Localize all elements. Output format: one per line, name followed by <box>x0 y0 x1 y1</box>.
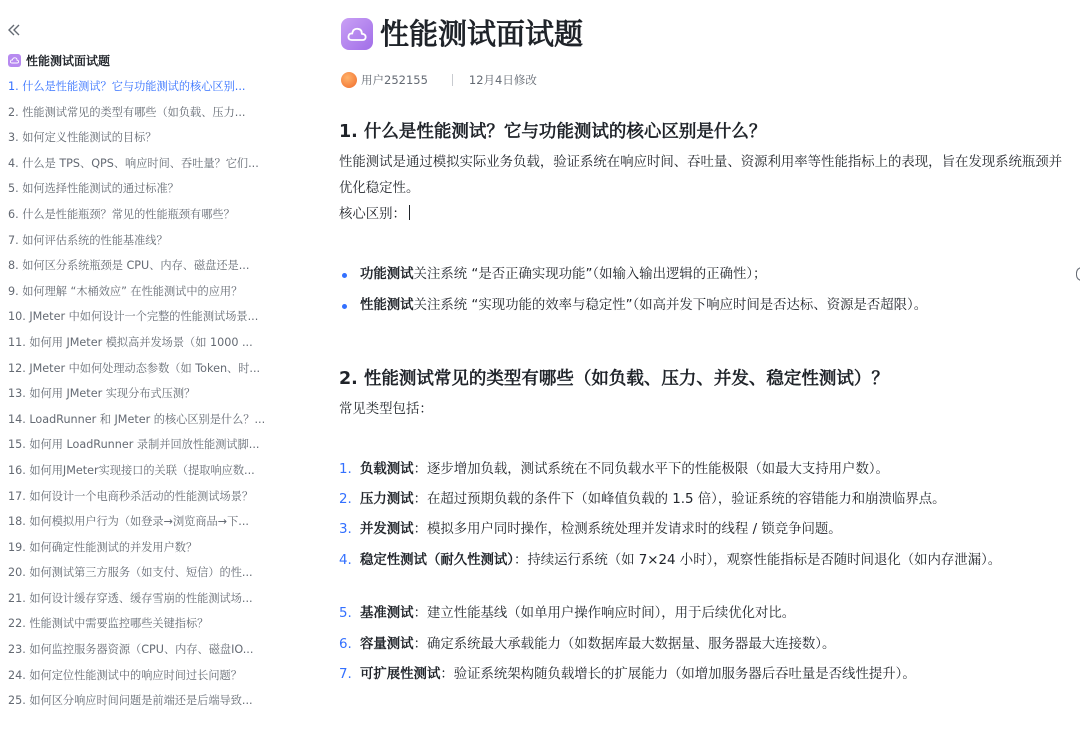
outline-item[interactable]: 10. JMeter 中如何设计一个完整的性能测试场景... <box>8 310 259 324</box>
outline-item[interactable]: 21. 如何设计缓存穿透、缓存雪崩的性能测试场... <box>8 591 253 605</box>
outline-item[interactable]: 20. 如何测试第三方服务（如支付、短信）的性... <box>8 566 253 580</box>
outline-doc-title[interactable] <box>8 50 110 70</box>
bullet-dot <box>342 304 347 309</box>
outline-sidebar <box>0 0 290 739</box>
item-text: ：持续运行系统（如 7×24 小时），观察性能指标是否随时间退化（如内存泄漏）。 <box>514 553 1002 568</box>
section-2-intro: 常见类型包括： <box>339 402 433 417</box>
outline-item[interactable]: 2. 性能测试常见的类型有哪些（如负载、压力... <box>8 105 246 119</box>
doc-meta <box>341 70 537 90</box>
core-diff-label: 核心区别： <box>339 207 406 222</box>
item-number: 3. <box>339 522 352 537</box>
outline-item[interactable]: 17. 如何设计一个电商秒杀活动的性能测试场景？ <box>8 489 254 503</box>
outline-item[interactable]: 3. 如何定义性能测试的目标？ <box>8 131 157 145</box>
item-text: ：模拟多用户同时操作，检测系统处理并发请求时的线程 / 锁竞争问题。 <box>413 522 842 537</box>
outline-item[interactable]: 22. 性能测试中需要监控哪些关键指标？ <box>8 617 209 631</box>
double-chevron-left-icon <box>6 22 22 38</box>
item-term: 可扩展性测试 <box>360 667 441 682</box>
modified-time: 12月4日修改 <box>468 73 537 87</box>
outline-item[interactable]: 4. 什么是 TPS、QPS、响应时间、吞吐量？它们... <box>8 156 259 170</box>
item-text: ：建立性能基线（如单用户操作响应时间），用于后续优化对比。 <box>413 606 796 621</box>
outline-item[interactable]: 11. 如何用 JMeter 模拟高并发场景（如 1000 ... <box>8 335 253 349</box>
author-name[interactable]: 用户252155 <box>361 73 428 87</box>
outline-item[interactable]: 9. 如何理解 “木桶效应” 在性能测试中的应用？ <box>8 284 243 298</box>
outline-item[interactable]: 16. 如何用JMeter实现接口的关联（提取响应数... <box>8 463 255 477</box>
item-term: 稳定性测试（耐久性测试） <box>360 553 514 568</box>
item-text: ：逐步增加负载，测试系统在不同负载水平下的性能极限（如最大支持用户数）。 <box>413 462 889 477</box>
item-text: ：确定系统最大承载能力（如数据库最大数据量、服务器最大连接数）。 <box>413 637 836 652</box>
outline-item[interactable]: 14. LoadRunner 和 JMeter 的核心区别是什么？... <box>8 412 266 426</box>
outline-item[interactable]: 19. 如何确定性能测试的并发用户数？ <box>8 540 198 554</box>
document-body <box>339 0 1080 739</box>
outline-item[interactable]: 1. 什么是性能测试？它与功能测试的核心区别... <box>8 80 246 93</box>
item-number: 4. <box>339 553 352 568</box>
outline-item[interactable]: 25. 如何区分响应时间问题是前端还是后端导致... <box>8 694 253 708</box>
bullet-term: 性能测试 <box>360 298 414 313</box>
avatar[interactable] <box>341 72 357 88</box>
section-heading-2: 2. 性能测试常见的类型有哪些（如负载、压力、并发、稳定性测试）？ <box>339 369 889 389</box>
outline-item[interactable]: 8. 如何区分系统瓶颈是 CPU、内存、磁盘还是... <box>8 259 250 273</box>
text-cursor <box>409 205 410 220</box>
outline-title-text: 性能测试面试题 <box>26 53 111 68</box>
bullet-text: 关注系统 “是否正确实现功能”（如输入输出逻辑的正确性）； <box>413 267 767 282</box>
item-term: 基准测试 <box>360 606 414 621</box>
outline-item[interactable]: 13. 如何用 JMeter 实现分布式压测？ <box>8 387 196 401</box>
outline-item[interactable]: 15. 如何用 LoadRunner 录制并回放性能测试脚... <box>8 438 260 452</box>
item-term: 并发测试 <box>360 522 414 537</box>
section-heading-1: 1. 什么是性能测试？它与功能测试的核心区别是什么？ <box>339 122 767 142</box>
page-title: 性能测试面试题 <box>380 17 584 51</box>
item-number: 2. <box>339 492 352 507</box>
divider <box>452 74 453 86</box>
outline-item[interactable]: 12. JMeter 中如何处理动态参数（如 Token、时... <box>8 361 261 375</box>
item-number: 7. <box>339 667 352 682</box>
cloud-icon <box>8 54 21 67</box>
outline-item[interactable]: 18. 如何模拟用户行为（如登录→浏览商品→下... <box>8 515 249 529</box>
bullet-dot <box>342 273 347 278</box>
outline-item[interactable]: 24. 如何定位性能测试中的响应时间过长问题？ <box>8 668 242 682</box>
item-term: 容量测试 <box>360 637 414 652</box>
bullet-term: 功能测试 <box>360 267 414 282</box>
item-number: 5. <box>339 606 352 621</box>
collapse-sidebar-button[interactable] <box>6 22 24 42</box>
item-number: 1. <box>339 462 352 477</box>
core-diff-line[interactable] <box>339 202 410 228</box>
outline-item[interactable]: 5. 如何选择性能测试的通过标准？ <box>8 182 179 196</box>
outline-item[interactable]: 6. 什么是性能瓶颈？常见的性能瓶颈有哪些？ <box>8 207 235 221</box>
section-1-paragraph: 性能测试是通过模拟实际业务负载，验证系统在响应时间、吞吐量、资源利用率等性能指标上的表现，旨在发现系统瓶颈并优化稳定性。 <box>339 155 1063 196</box>
item-text: ：验证系统架构随负载增长的扩展能力（如增加服务器后吞吐量是否线性提升）。 <box>440 667 916 682</box>
cloud-icon <box>341 18 373 50</box>
comment-handle-icon[interactable] <box>1076 267 1080 281</box>
item-term: 压力测试 <box>360 492 414 507</box>
item-number: 6. <box>339 637 352 652</box>
outline-item[interactable]: 23. 如何监控服务器资源（CPU、内存、磁盘IO... <box>8 643 254 657</box>
item-term: 负载测试 <box>360 462 414 477</box>
outline-list <box>8 74 288 714</box>
bullet-text: 关注系统 “实现功能的效率与稳定性”（如高并发下响应时间是否达标、资源是否超限）。 <box>413 298 928 313</box>
outline-item[interactable]: 7. 如何评估系统的性能基准线？ <box>8 233 168 247</box>
item-text: ：在超过预期负载的条件下（如峰值负载的 1.5 倍），验证系统的容错能力和崩溃临界点。 <box>413 492 946 507</box>
